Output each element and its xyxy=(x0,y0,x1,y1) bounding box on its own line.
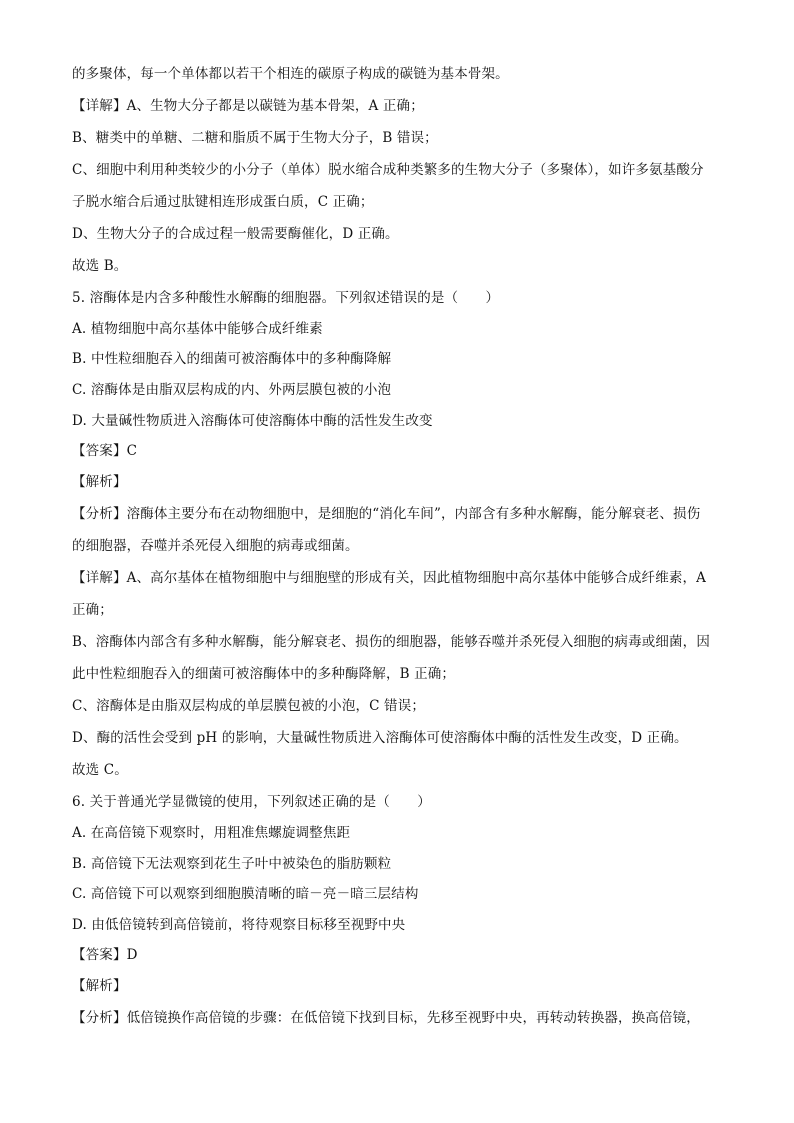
question-6-option-c: C. 高倍镜下可以观察到细胞膜清晰的暗－亮－暗三层结构 xyxy=(72,886,419,902)
text-line-6: D、生物大分子的合成过程一般需要酶催化，D 正确。 xyxy=(72,226,399,242)
text-line-15: 【分析】溶酶体主要分布在动物细胞中，是细胞的“消化车间”，内部含有多种水解酶，能分解衰老、损伤 xyxy=(72,506,701,522)
text-line-23: 故选 C。 xyxy=(72,762,128,778)
analysis-label-6: 【解析】 xyxy=(72,978,127,994)
text-line-19: B、溶酶体内部含有多种水解酶，能分解衰老、损伤的细胞器，能够吞噬并杀死侵入细胞的病毒或细菌，因 xyxy=(72,634,710,650)
question-5-stem: 5. 溶酶体是内含多种酸性水解酶的细胞器。下列叙述错误的是（ ） xyxy=(72,290,500,306)
text-line-22: D、酶的活性会受到 pH 的影响，大量碱性物质进入溶酶体可使溶酶体中酶的活性发生改变，D 正确。 xyxy=(72,730,688,746)
question-6-option-d: D. 由低倍镜转到高倍镜前，将待观察目标移至视野中央 xyxy=(72,917,406,933)
analysis-label-5: 【解析】 xyxy=(72,474,127,490)
answer-label-6: 【答案】D xyxy=(72,947,138,963)
question-6-option-b: B. 高倍镜下无法观察到花生子叶中被染色的脂肪颗粒 xyxy=(72,856,392,872)
question-5-option-a: A. 植物细胞中高尔基体中能够合成纤维素 xyxy=(72,321,323,337)
text-line-18: 正确； xyxy=(72,602,113,618)
text-line-31: 【分析】低倍镜换作高倍镜的步骤：在低倍镜下找到目标，先移至视野中央，再转动转换器，换高倍镜， xyxy=(72,1010,700,1026)
text-line-3: B、糖类中的单糖、二糖和脂质不属于生物大分子，B 错误； xyxy=(72,130,438,146)
text-line-5: 子脱水缩合后通过肽键相连形成蛋白质，C 正确； xyxy=(72,194,374,210)
question-6-stem: 6. 关于普通光学显微镜的使用，下列叙述正确的是（ ） xyxy=(72,794,431,810)
question-5-option-b: B. 中性粒细胞吞入的细菌可被溶酶体中的多种酶降解 xyxy=(72,351,392,367)
text-line-20: 此中性粒细胞吞入的细菌可被溶酶体中的多种酶降解，B 正确； xyxy=(72,666,456,682)
text-line-4: C、细胞中利用种类较少的小分子（单体）脱水缩合成种类繁多的生物大分子（多聚体），如许多氨基酸分 xyxy=(72,162,704,178)
text-line-21: C、溶酶体是由脂双层构成的单层膜包被的小泡，C 错误； xyxy=(72,698,425,714)
text-line-16: 的细胞器，吞噬并杀死侵入细胞的病毒或细菌。 xyxy=(72,538,359,554)
question-5-option-c: C. 溶酶体是由脂双层构成的内、外两层膜包被的小泡 xyxy=(72,382,392,398)
text-line-2: 【详解】A、生物大分子都是以碳链为基本骨架，A 正确； xyxy=(72,98,424,114)
question-6-option-a: A. 在高倍镜下观察时，用粗准焦螺旋调整焦距 xyxy=(72,825,351,841)
question-5-option-d: D. 大量碱性物质进入溶酶体可使溶酶体中酶的活性发生改变 xyxy=(72,413,433,429)
text-line-1: 的多聚体，每一个单体都以若干个相连的碳原子构成的碳链为基本骨架。 xyxy=(72,66,509,82)
text-line-17: 【详解】A、高尔基体在植物细胞中与细胞壁的形成有关，因此植物细胞中高尔基体中能够合成纤维素，A xyxy=(72,570,707,586)
text-line-7: 故选 B。 xyxy=(72,258,128,274)
answer-label-5: 【答案】C xyxy=(72,443,138,459)
